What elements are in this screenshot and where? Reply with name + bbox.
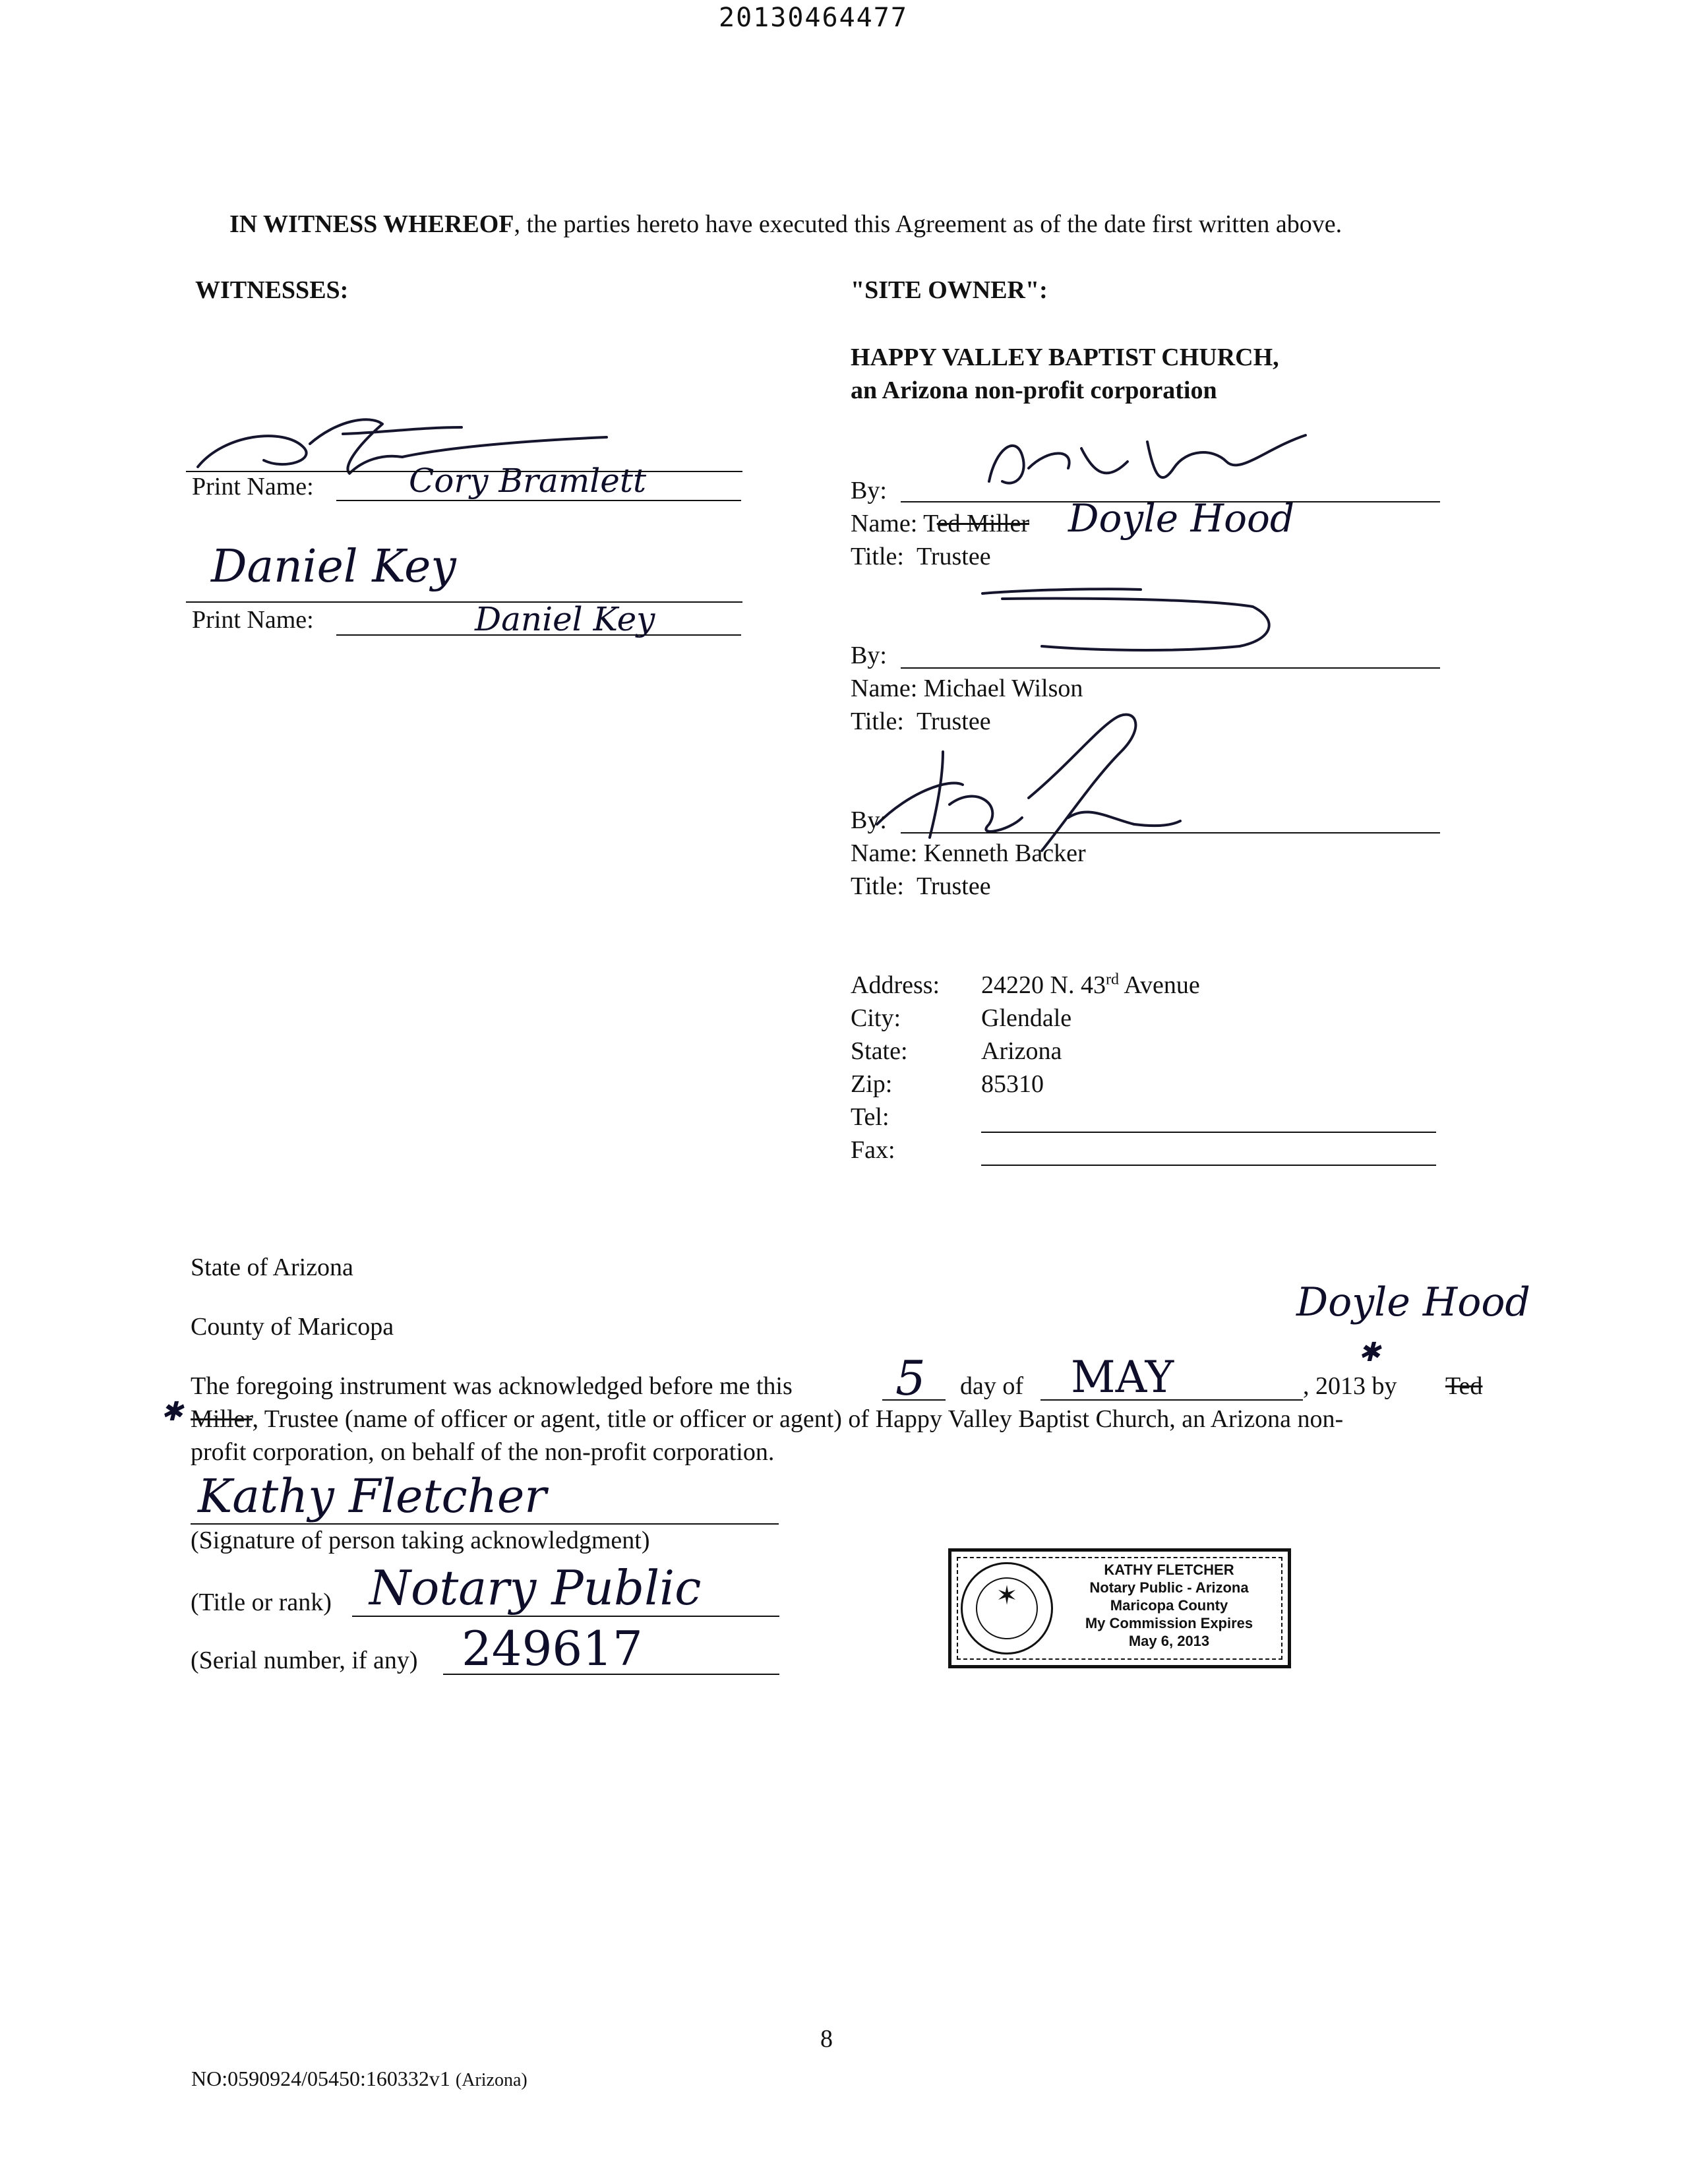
address-street: 24220 N. 43 [981, 971, 1106, 999]
acknowledgment-day: 5 [895, 1350, 926, 1406]
witness-clause-bold: IN WITNESS WHEREOF [229, 210, 514, 238]
zip-value: 85310 [981, 1070, 1044, 1098]
notary-serial-value: 249617 [462, 1621, 643, 1676]
arizona-seal-icon: ✶ [961, 1562, 1053, 1654]
city-label: City: [851, 1004, 901, 1032]
witness1-print-name-label: Print Name: [192, 473, 314, 501]
stamp-title: Notary Public - Arizona [1089, 1579, 1249, 1596]
church-description: an Arizona non-profit corporation [851, 377, 1217, 404]
signer3-signature [870, 686, 1187, 857]
signer2-by-label: By: [851, 642, 887, 669]
signer1-title-label: Title: [851, 543, 904, 570]
signer1-signature [976, 422, 1319, 501]
witness-clause-text: , the parties hereto have executed this Agreement as of the date first written above. [514, 210, 1342, 238]
acknowledgment-line1-text: The foregoing instrument was acknowledged before me this [191, 1372, 793, 1400]
witnesses-heading: WITNESSES: [195, 276, 349, 304]
signer1-handwritten-name: Doyle Hood [1068, 496, 1295, 541]
signer3-title-label: Title: [851, 872, 904, 900]
city-value: Glendale [981, 1004, 1072, 1032]
site-owner-heading: "SITE OWNER": [851, 276, 1048, 304]
zip-label: Zip: [851, 1070, 893, 1098]
state-label: State: [851, 1037, 908, 1065]
signer3-title-value: Trustee [916, 872, 991, 900]
witness2-printed-name: Daniel Key [475, 600, 655, 638]
signer2-signature [976, 580, 1279, 659]
signer1-title [851, 542, 991, 571]
insertion-mark-icon: ✱ [1358, 1337, 1381, 1368]
stamp-expiry: May 6, 2013 [1128, 1633, 1210, 1649]
acknowledgment-struck-first-name: Ted [1445, 1372, 1483, 1400]
document-reference-code: NO:0590924/05450:160332v1 [191, 2067, 450, 2090]
signer3-title [851, 872, 991, 901]
notary-county: County of Maricopa [191, 1313, 394, 1341]
acknowledgment-month: MAY [1071, 1352, 1174, 1403]
signer1-name-prefix: T [923, 510, 937, 537]
acknowledgment-line2-text: , Trustee (name of officer or agent, title or officer or agent) of Happy Valley Baptist Church, an Arizona non- [252, 1405, 1344, 1433]
signer2-title-value: Trustee [916, 708, 991, 735]
signer3-by-label: By: [851, 806, 887, 834]
acknowledgment-line3: profit corporation, on behalf of the non-profit corporation. [191, 1438, 775, 1466]
insertion-mark-icon-left: ✱ [161, 1397, 183, 1427]
tel-label: Tel: [851, 1103, 889, 1131]
witness2-print-name-label: Print Name: [192, 606, 314, 634]
signer2-name-label: Name: [851, 675, 918, 702]
stamp-county: Maricopa County [1110, 1597, 1228, 1614]
page-number: 8 [820, 2025, 833, 2053]
notary-state: State of Arizona [191, 1254, 353, 1281]
signer1-name [851, 509, 1029, 538]
notary-signature-label: (Signature of person taking acknowledgment) [191, 1527, 650, 1554]
state-value: Arizona [981, 1037, 1062, 1065]
notary-serial-label: (Serial number, if any) [191, 1647, 418, 1674]
document-reference [191, 2067, 528, 2091]
signer1-name-struck: ed Miller [936, 510, 1030, 537]
stamp-commission: My Commission Expires [1085, 1615, 1253, 1631]
address-value [981, 971, 1200, 1000]
address-label: Address: [851, 971, 940, 999]
address-street-suffix: Avenue [1118, 971, 1200, 999]
signer2-title-label: Title: [851, 708, 904, 735]
signer3-name-first: Kenneth [923, 839, 1009, 867]
acknowledgment-line2 [191, 1405, 1343, 1434]
stamp-name: KATHY FLETCHER [1104, 1562, 1234, 1578]
acknowledgment-day-of: day of [960, 1372, 1024, 1400]
stamp-text [1060, 1561, 1278, 1650]
church-name: HAPPY VALLEY BAPTIST CHURCH, [851, 344, 1279, 371]
recording-number: 20130464477 [719, 3, 908, 33]
signer2-name-value: Michael Wilson [923, 675, 1083, 702]
witness-clause [229, 210, 1342, 239]
address-ordinal: rd [1105, 971, 1119, 988]
notary-signature: Kathy Fletcher [198, 1469, 547, 1523]
signer1-name-label: Name: [851, 510, 918, 537]
witness1-printed-name: Cory Bramlett [409, 462, 647, 500]
notary-title-value: Notary Public [369, 1560, 702, 1616]
acknowledgment-year-by: , 2013 by [1303, 1372, 1397, 1400]
signer1-by-label: By: [851, 477, 887, 504]
signer3-name [851, 839, 1086, 868]
acknowledgment-struck-last-name: Miller [191, 1405, 253, 1433]
fax-label: Fax: [851, 1136, 895, 1164]
document-reference-state: (Arizona) [455, 2070, 528, 2090]
signer3-name-last: Backer [1015, 839, 1086, 867]
witness2-signature: Daniel Key [211, 541, 456, 593]
notary-title-label: (Title or rank) [191, 1589, 332, 1616]
notary-handwritten-name: Doyle Hood [1296, 1279, 1530, 1325]
signer1-title-value: Trustee [916, 543, 991, 570]
notary-stamp [948, 1548, 1291, 1668]
signer3-name-label: Name: [851, 839, 918, 867]
